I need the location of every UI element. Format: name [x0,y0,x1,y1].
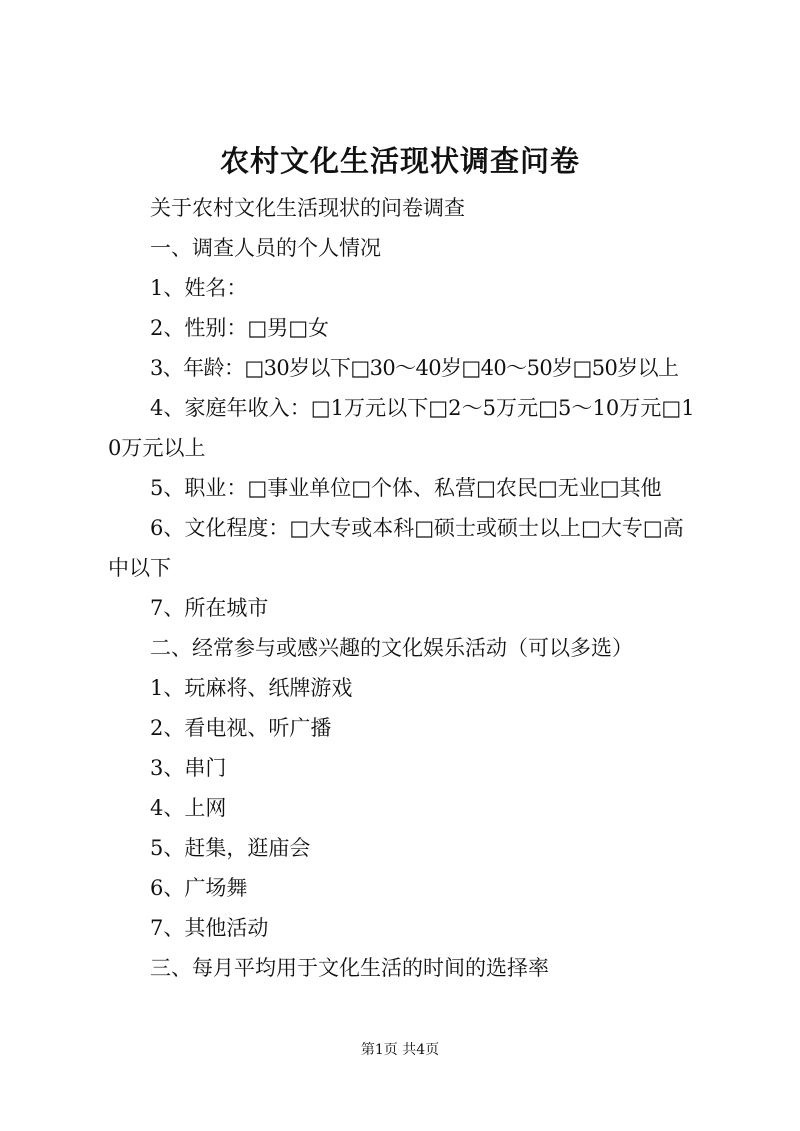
question-name: 1、姓名： [150,276,248,300]
activity-item: 2、看电视、听广播 [150,716,332,740]
section-heading-monthly-time: 三、每月平均用于文化生活的时间的选择率 [150,956,549,980]
intro-paragraph: 关于农村文化生活现状的问卷调查 [150,196,465,220]
activity-item: 3、串门 [150,756,227,780]
question-age: 3、年龄：□30岁以下□30～40岁□40～50岁□50岁以上 [150,356,679,380]
activity-item: 6、广场舞 [150,876,248,900]
activity-item: 1、玩麻将、纸牌游戏 [150,676,353,700]
document-title: 农村文化生活现状调查问卷 [219,144,580,178]
question-household-income: 4、家庭年收入：□1万元以下□2～5万元□5～10万元□10万元以上 [108,396,695,460]
activity-item: 5、赶集，逛庙会 [150,836,311,860]
section-heading-activities: 二、经常参与或感兴趣的文化娱乐活动（可以多选） [150,636,633,660]
activity-item: 7、其他活动 [150,916,269,940]
activity-item: 4、上网 [150,796,227,820]
question-gender: 2、性别：□男□女 [150,316,330,340]
question-occupation: 5、职业：□事业单位□个体、私营□农民□无业□其他 [150,476,662,500]
section-heading-personal-info: 一、调查人员的个人情况 [150,236,381,260]
question-city: 7、所在城市 [150,596,269,620]
question-education: 6、文化程度：□大专或本科□硕士或硕士以上□大专□高中以下 [108,516,684,580]
page-footer: 第1页 共4页 [360,1042,440,1058]
document-body [108,188,700,988]
